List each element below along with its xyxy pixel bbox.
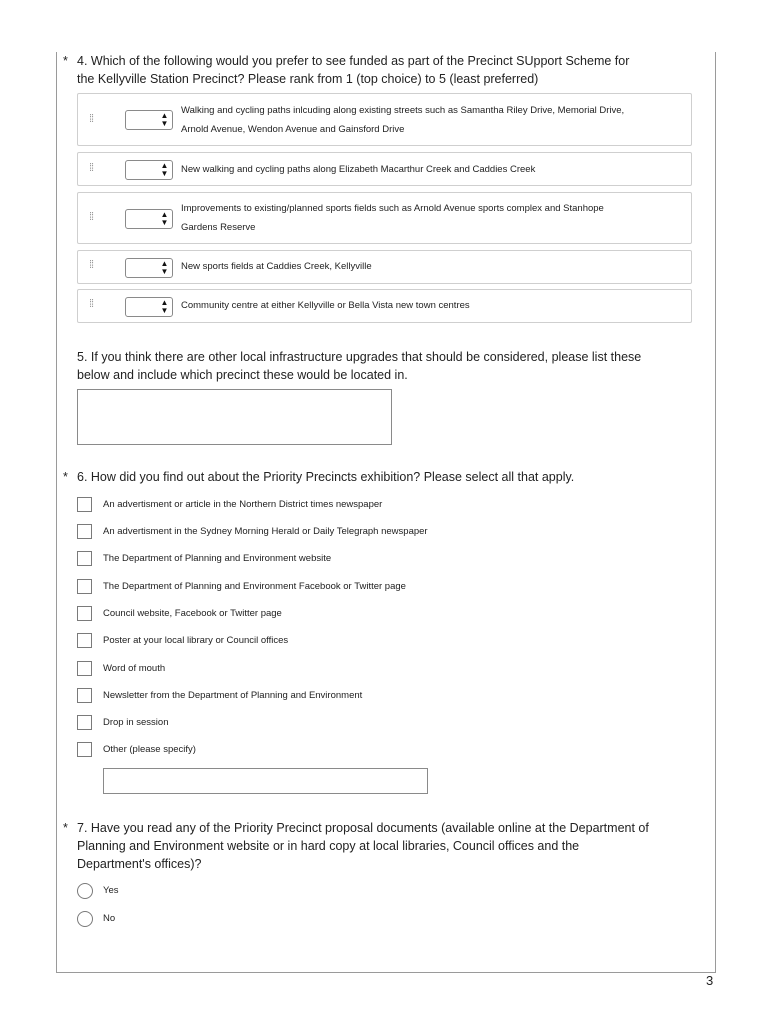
rank-item-2-text: New walking and cycling paths along Elizabeth Macarthur Creek and Caddies Creek [181,164,536,175]
question-7-title-line3: Department's offices)? [77,857,202,871]
rank-item-2[interactable] [77,152,692,186]
option-label: Newsletter from the Department of Planning and Environment [103,690,363,701]
rank-item-1-text-line1: Walking and cycling paths inlcuding along existing streets such as Samantha Riley Drive, Memorial Drive, [181,105,625,116]
required-star-q6: * [63,470,68,484]
question-4-title-line2: the Kellyville Station Precinct? Please rank from 1 (top choice) to 5 (least preferred) [77,72,539,86]
select-arrows-icon: ▲ ▼ [160,111,169,128]
rank-item-5-text: Community centre at either Kellyville or Bella Vista new town centres [181,300,470,311]
checkbox[interactable] [77,579,92,594]
radio-button[interactable] [77,911,93,927]
option-label: Council website, Facebook or Twitter page [103,608,282,619]
question-4-title-line1: 4. Which of the following would you prefer to see funded as part of the Precinct SUpport Scheme for [77,54,630,68]
question-6-title: 6. How did you find out about the Priority Precincts exhibition? Please select all that apply. [77,470,575,484]
rank-item-1-text-line2: Arnold Avenue, Wendon Avenue and Gainsford Drive [181,124,405,135]
rank-item-1[interactable] [77,93,692,146]
option-label: Drop in session [103,717,169,728]
checkbox[interactable] [77,742,92,757]
question-7-title-line1: 7. Have you read any of the Priority Precinct proposal documents (available online at the Department of [77,821,649,835]
required-star-q7: * [63,821,68,835]
checkbox[interactable] [77,497,92,512]
select-arrows-icon: ▲ ▼ [160,210,169,227]
checkbox[interactable] [77,606,92,621]
radio-label: No [103,913,116,924]
checkbox[interactable] [77,661,92,676]
required-star-q4: * [63,54,68,68]
option-label: Poster at your local library or Council offices [103,635,289,646]
question-5-title-line1: 5. If you think there are other local infrastructure upgrades that should be considered, please list these [77,350,642,364]
infrastructure-comment-textarea[interactable] [77,389,392,445]
option-label: An advertisment or article in the Northern District times newspaper [103,499,383,510]
rank-item-4-text: New sports fields at Caddies Creek, Kellyville [181,261,372,272]
drag-handle-icon[interactable]: ⁞⁞ [89,162,94,174]
drag-handle-icon[interactable]: ⁞⁞ [89,211,94,223]
rank-select-4[interactable] [125,258,173,278]
checkbox[interactable] [77,524,92,539]
select-arrows-icon: ▲ ▼ [160,298,169,315]
question-7-title-line2: Planning and Environment website or in hard copy at local libraries, Council offices and the [77,839,580,853]
option-label: The Department of Planning and Environment Facebook or Twitter page [103,581,406,592]
option-label: An advertisment in the Sydney Morning Herald or Daily Telegraph newspaper [103,526,428,537]
rank-select-1[interactable] [125,110,173,130]
option-label: Word of mouth [103,663,166,674]
radio-label: Yes [103,885,119,896]
checkbox[interactable] [77,688,92,703]
rank-item-5[interactable] [77,289,692,323]
checkbox[interactable] [77,715,92,730]
rank-select-3[interactable] [125,209,173,229]
option-label: The Department of Planning and Environment website [103,553,332,564]
checkbox[interactable] [77,633,92,648]
drag-handle-icon[interactable]: ⁞⁞ [89,259,94,271]
select-arrows-icon: ▲ ▼ [160,161,169,178]
rank-select-2[interactable] [125,160,173,180]
drag-handle-icon[interactable]: ⁞⁞ [89,113,94,125]
checkbox[interactable] [77,551,92,566]
other-specify-input[interactable] [103,768,428,794]
rank-item-4[interactable] [77,250,692,284]
rank-item-3-text-line1: Improvements to existing/planned sports fields such as Arnold Avenue sports complex and Stanhope [181,203,604,214]
rank-select-5[interactable] [125,297,173,317]
rank-item-3[interactable] [77,192,692,244]
drag-handle-icon[interactable]: ⁞⁞ [89,298,94,310]
question-5-title-line2: below and include which precinct these would be located in. [77,368,408,382]
page-number: 3 [706,973,714,988]
radio-button[interactable] [77,883,93,899]
rank-item-3-text-line2: Gardens Reserve [181,222,256,233]
select-arrows-icon: ▲ ▼ [160,259,169,276]
option-label: Other (please specify) [103,744,196,755]
